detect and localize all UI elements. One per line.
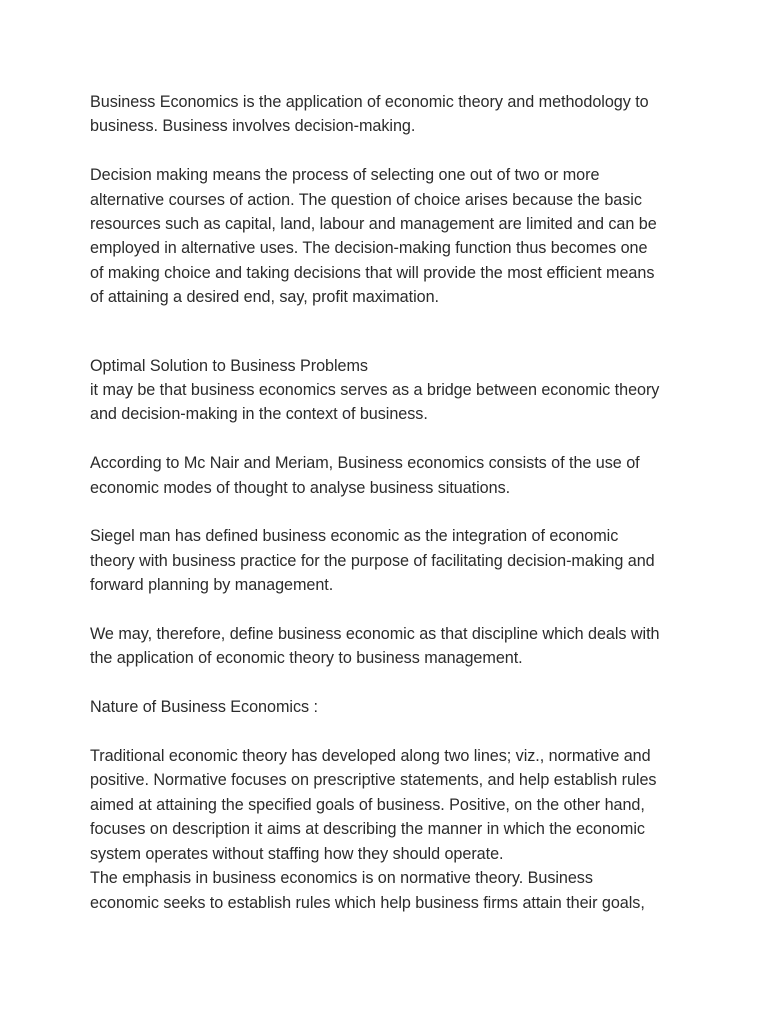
text-line: Siegel man has defined business economic as the integration of economic xyxy=(90,527,619,546)
text-line: the application of economic theory to business management. xyxy=(90,649,523,668)
text-line: forward planning by management. xyxy=(90,576,334,595)
text-line: system operates without staffing how they should operate. xyxy=(90,844,504,863)
text-line: According to Mc Nair and Meriam, Business economics consists of the use of xyxy=(90,454,640,473)
paragraph-bridge xyxy=(90,378,690,427)
text-line: employed in alternative uses. The decision-making function thus becomes one xyxy=(90,239,648,258)
text-line: of attaining a desired end, say, profit maximation. xyxy=(90,288,439,307)
paragraph-intro xyxy=(90,90,690,139)
text-line: it may be that business economics serves as a bridge between economic theory xyxy=(90,381,660,400)
text-line: Traditional economic theory has developed along two lines; viz., normative and xyxy=(90,747,651,766)
text-line: theory with business practice for the purpose of facilitating decision-making and xyxy=(90,551,655,570)
paragraph-normative-emphasis xyxy=(90,866,690,915)
text-line: Decision making means the process of selecting one out of two or more xyxy=(90,166,600,185)
text-line: economic seeks to establish rules which help business firms attain their goals, xyxy=(90,893,645,912)
paragraph-decision-making xyxy=(90,163,690,309)
text-line: focuses on description it aims at describing the manner in which the economic xyxy=(90,820,645,839)
section-heading: Optimal Solution to Business Problems xyxy=(90,356,368,375)
text-line: aimed at attaining the specified goals of business. Positive, on the other hand, xyxy=(90,795,645,814)
text-line: alternative courses of action. The question of choice arises because the basic xyxy=(90,190,642,209)
paragraph-definition xyxy=(90,622,690,671)
document-page xyxy=(90,90,690,915)
section-heading: Nature of Business Economics : xyxy=(90,698,318,717)
text-line: We may, therefore, define business economic as that discipline which deals with xyxy=(90,625,660,644)
text-line: The emphasis in business economics is on normative theory. Business xyxy=(90,869,593,888)
paragraph-siegel-man xyxy=(90,524,690,597)
text-line: Business Economics is the application of economic theory and methodology to xyxy=(90,93,649,111)
text-line: positive. Normative focuses on prescriptive statements, and help establish rules xyxy=(90,771,657,790)
paragraph-mc-nair xyxy=(90,451,690,500)
text-line: business. Business involves decision-making. xyxy=(90,117,416,136)
text-line: resources such as capital, land, labour and management are limited and can be xyxy=(90,215,657,234)
text-line: of making choice and taking decisions that will provide the most efficient means xyxy=(90,263,655,282)
text-line: and decision-making in the context of business. xyxy=(90,405,428,424)
text-line: economic modes of thought to analyse business situations. xyxy=(90,478,511,497)
paragraph-traditional-theory xyxy=(90,744,690,866)
